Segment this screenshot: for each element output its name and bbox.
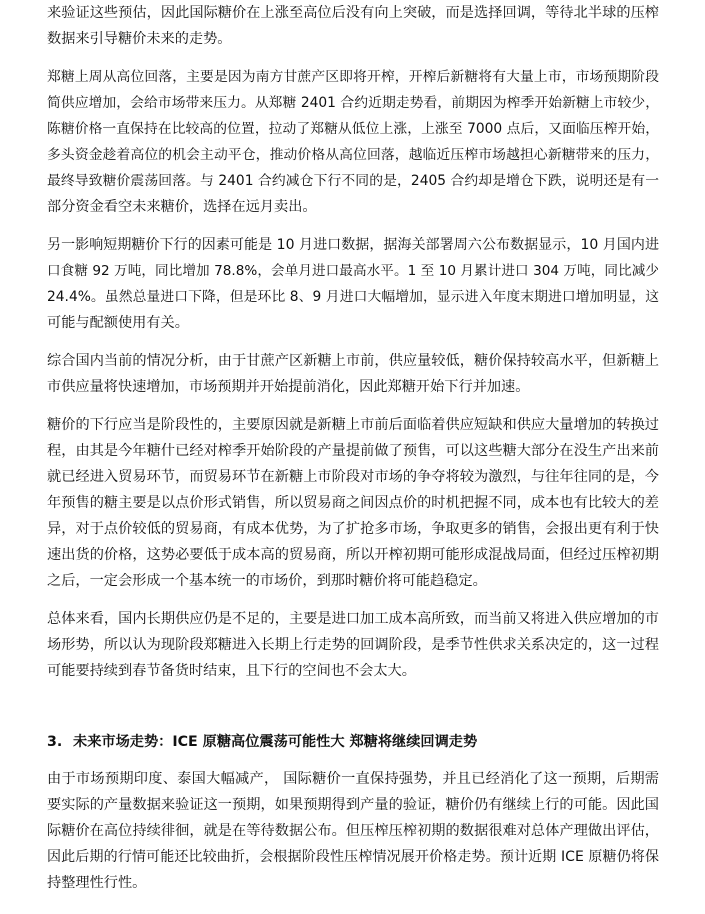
- text-line: 糖价的下行应当是阶段性的，主要原因就是新糖上市前后面临着供应短缺和供应大量增加的转换过: [47, 417, 659, 433]
- text-line: 最终导致糖价震荡回落。与 2401 合约减仓下行不同的是，2405 合约却是增仓下跌，说明还是有一: [47, 173, 659, 189]
- section-heading: [47, 733, 477, 751]
- text-line: 异，对于点价较低的贸易商，有成本优势，为了扩抢多市场，争取更多的销售，会报出更有利于快: [47, 521, 659, 537]
- text-line: 程，由其是今年糖什已经对榨季开始阶段的产量提前做了预售，可以这些糖大部分在没生产出来前: [47, 443, 659, 459]
- text-line: 另一影响短期糖价下行的因素可能是 10 月进口数据，据海关部署周六公布数据显示，10 月国内进: [47, 237, 659, 253]
- text-line: 24.4%。虽然总量进口下降，但是环比 8、9 月进口大幅增加，显示进入年度末期进口增加明显，这: [47, 289, 659, 305]
- text-line: 际糖价在高位持续徘徊，就是在等待数据公布。但压榨压榨初期的数据很难对总体产理做出评估，: [47, 823, 659, 839]
- text-line: 陈糖价格一直保持在比较高的位置，拉动了郑糖从低位上涨，上涨至 7000 点后，又面临压榨开始，: [47, 121, 659, 137]
- section-number: 3.: [47, 734, 63, 750]
- text-line: 总体来看，国内长期供应仍是不足的，主要是进口加工成本高所致，而当前又将进入供应增加的市: [47, 611, 659, 627]
- text-line: 要实际的产量数据来验证这一预期，如果预期得到产量的验证，糖价仍有继续上行的可能。因此国: [47, 797, 659, 813]
- text-line: 可能要持续到春节备货时结束，且下行的空间也不会太大。: [47, 663, 416, 679]
- text-line: 数据来引导糖价未来的走势。: [47, 31, 232, 47]
- text-line: 市供应量将快速增加，市场预期并开始提前消化，因此郑糖开始下行并加速。: [47, 379, 530, 395]
- text-line: 可能与配额使用有关。: [47, 315, 189, 331]
- text-line: 口食糖 92 万吨，同比增加 78.8%，会单月进口最高水平。1 至 10 月累计进口 304 万吨，同比减少: [47, 263, 659, 279]
- text-line: 综合国内当前的情况分析，由于甘蔗产区新糖上市前，供应量较低，糖价保持较高水平，但新糖上: [47, 353, 659, 369]
- text-line: 多头资金趁着高位的机会主动平仓，推动价格从高位回落，越临近压榨市场越担心新糖带来的压力，: [47, 147, 659, 163]
- text-line: 持整理性行性。: [47, 875, 147, 891]
- text-line: 来验证这些预估，因此国际糖价在上涨至高位后没有向上突破，而是选择回调，等待北半球的压榨: [47, 5, 659, 21]
- text-line: 因此后期的行情可能还比较曲折，会根据阶段性压榨情况展开价格走势。预计近期 ICE 原糖仍将保: [47, 849, 659, 865]
- text-line: 场形势，所以认为现阶段郑糖进入长期上行走势的回调阶段，是季节性供求关系决定的，这一过程: [47, 637, 659, 653]
- text-line: 简供应增加，会给市场带来压力。从郑糖 2401 合约近期走势看，前期因为榨季开始新糖上市较少，: [47, 95, 659, 111]
- text-line: 部分资金看空未来糖价，选择在远月卖出。: [47, 199, 317, 215]
- section-heading-text: 未来市场走势：ICE 原糖高位震荡可能性大 郑糖将继续回调走势: [73, 734, 478, 750]
- text-line: 速出货的价格，这势必要低于成本高的贸易商，所以开榨初期可能形成混战局面，但经过压榨初期: [47, 547, 659, 563]
- text-line: 郑糖上周从高位回落，主要是因为南方甘蔗产区即将开榨，开榨后新糖将有大量上市，市场预期阶段: [47, 69, 659, 85]
- text-line: 之后，一定会形成一个基本统一的市场价，到那时糖价将可能趋稳定。: [47, 573, 487, 589]
- text-line: 就已经进入贸易环节，而贸易环节在新糖上市阶段对市场的争夺将较为激烈，与往年往同的是，今: [47, 469, 659, 485]
- text-line: 年预售的糖主要是以点价形式销售，所以贸易商之间因点价的时机把握不同，成本也有比较大的差: [47, 495, 659, 511]
- text-line: 由于市场预期印度、泰国大幅减产， 国际糖价一直保持强势，并且已经消化了这一预期，后期需: [47, 771, 659, 787]
